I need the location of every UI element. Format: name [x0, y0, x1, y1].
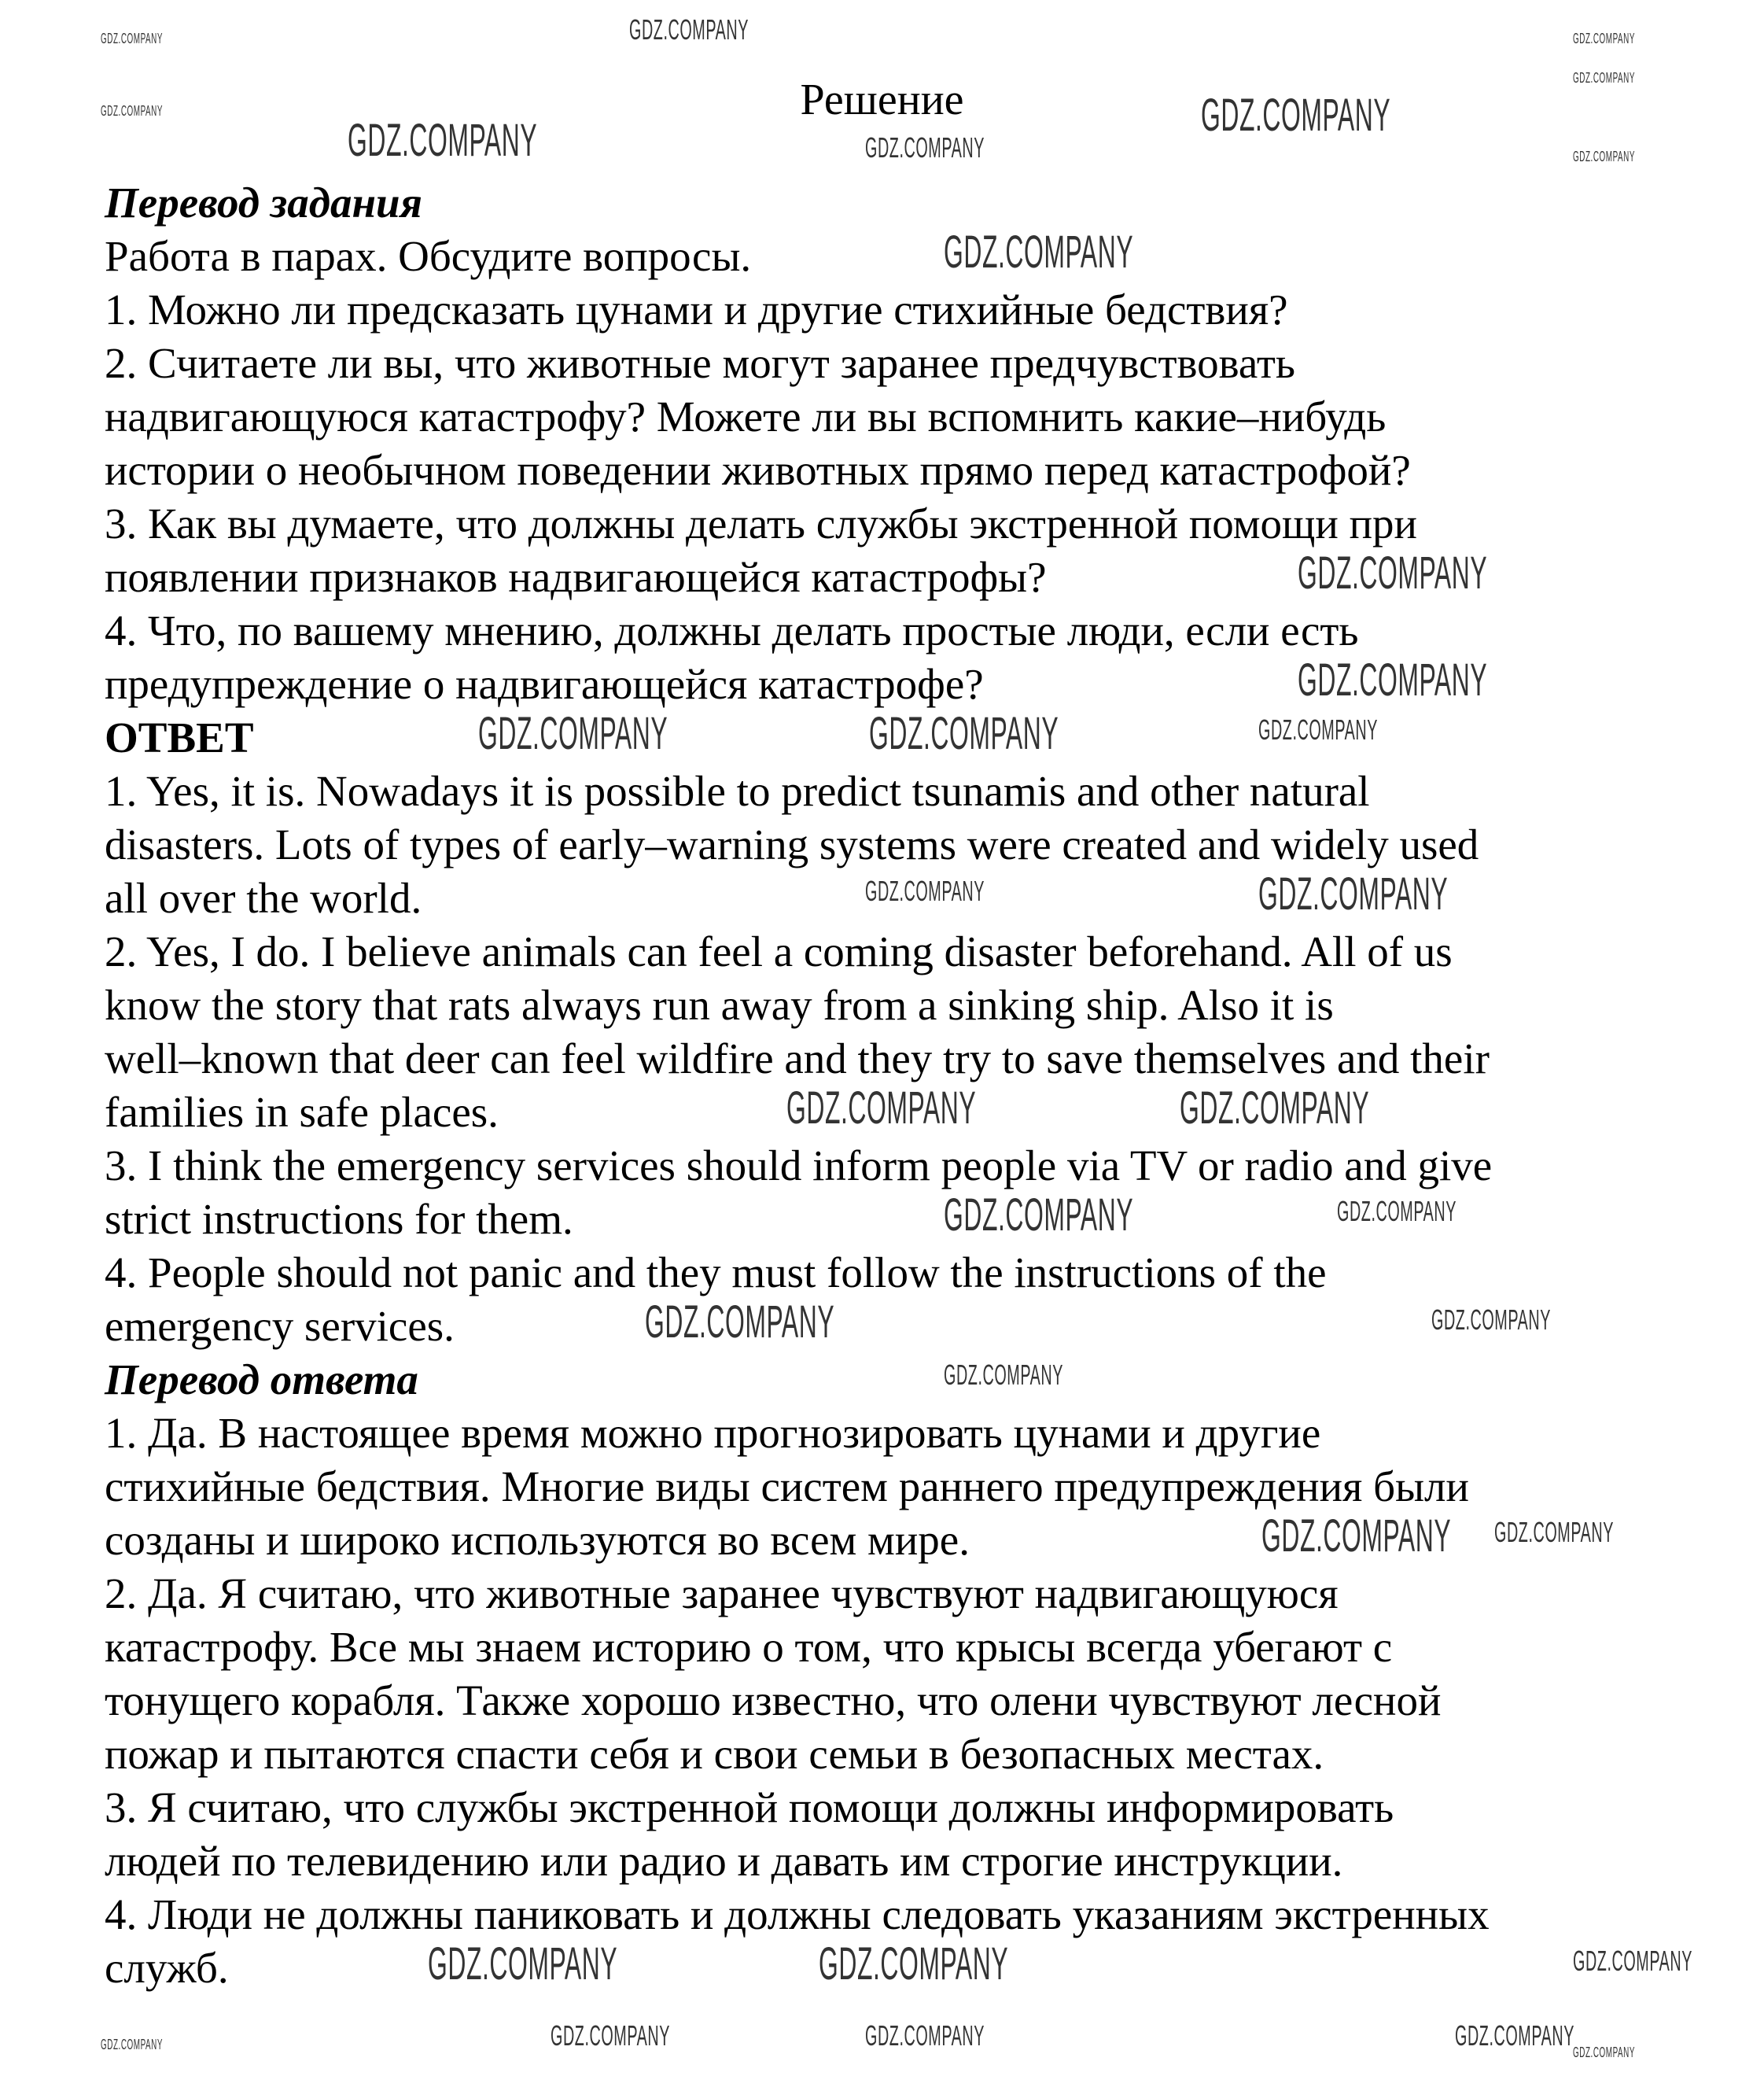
- watermark: GDZ.COMPANY: [348, 115, 538, 166]
- translation-line: 4. Люди не должны паниковать и должны следовать указаниям экстренных: [105, 1890, 1490, 1938]
- task-line: истории о необычном поведении животных прямо перед катастрофой?: [105, 446, 1411, 494]
- watermark: GDZ.COMPANY: [101, 31, 164, 46]
- watermark: GDZ.COMPANY: [629, 13, 749, 46]
- task-heading: Перевод задания: [105, 179, 422, 227]
- answer-line: well–known that deer can feel wildfire and they try to save themselves and their: [105, 1034, 1490, 1082]
- watermark: GDZ.COMPANY: [428, 1938, 618, 1989]
- answer-line: 3. I think the emergency services should inform people via TV or radio and give: [105, 1141, 1493, 1189]
- answer-line: know the story that rats always run away from a sinking ship. Also it is: [105, 981, 1334, 1029]
- watermark: GDZ.COMPANY: [1573, 31, 1636, 46]
- translation-line: пожар и пытаются спасти себя и свои семьи в безопасных местах.: [105, 1730, 1324, 1778]
- translation-line: созданы и широко используются во всем мире.: [105, 1516, 970, 1564]
- translation-line: 3. Я считаю, что службы экстренной помощи должны информировать: [105, 1783, 1394, 1831]
- answer-line: 1. Yes, it is. Nowadays it is possible to predict tsunamis and other natural: [105, 767, 1370, 815]
- watermark: GDZ.COMPANY: [1573, 1945, 1692, 1977]
- watermark: GDZ.COMPANY: [944, 1359, 1063, 1391]
- task-line: 1. Можно ли предсказать цунами и другие стихийные бедствия?: [105, 286, 1288, 334]
- task-text: [105, 227, 1740, 711]
- watermark: GDZ.COMPANY: [944, 227, 1134, 278]
- watermark: GDZ.COMPANY: [1201, 90, 1391, 141]
- watermark: GDZ.COMPANY: [944, 1189, 1134, 1241]
- answer-heading: ОТВЕТ: [105, 714, 254, 761]
- task-line: предупреждение о надвигающейся катастрофе?: [105, 660, 984, 708]
- watermark: GDZ.COMPANY: [1431, 1303, 1551, 1336]
- watermark: GDZ.COMPANY: [101, 2037, 164, 2052]
- answer-text: [105, 765, 1740, 1353]
- translation-text: [105, 1407, 1740, 1995]
- answer-line: all over the world.: [105, 874, 422, 922]
- watermark: GDZ.COMPANY: [1261, 1510, 1452, 1562]
- translation-line: служб.: [105, 1944, 229, 1992]
- watermark: GDZ.COMPANY: [865, 875, 985, 907]
- watermark: GDZ.COMPANY: [1298, 655, 1488, 706]
- answer-line: 4. People should not panic and they must follow the instructions of the: [105, 1248, 1327, 1296]
- watermark: GDZ.COMPANY: [1573, 2045, 1636, 2060]
- watermark: GDZ.COMPANY: [786, 1082, 977, 1134]
- translation-line: тонущего корабля. Также хорошо известно, что олени чувствуют лесной: [105, 1676, 1442, 1724]
- answer-line: strict instructions for them.: [105, 1195, 573, 1243]
- watermark: GDZ.COMPANY: [1573, 149, 1636, 164]
- watermark: GDZ.COMPANY: [1573, 70, 1636, 86]
- answer-line: disasters. Lots of types of early–warning systems were created and widely used: [105, 820, 1479, 868]
- translation-line: людей по телевидению или радио и давать им строгие инструкции.: [105, 1837, 1343, 1885]
- translation-line: 2. Да. Я считаю, что животные заранее чувствуют надвигающуюся: [105, 1569, 1339, 1617]
- answer-line: 2. Yes, I do. I believe animals can feel a coming disaster beforehand. All of us: [105, 927, 1453, 975]
- translation-line: 1. Да. В настоящее время можно прогнозировать цунами и другие: [105, 1409, 1321, 1457]
- watermark: GDZ.COMPANY: [1258, 868, 1449, 920]
- watermark: GDZ.COMPANY: [1337, 1195, 1456, 1227]
- watermark: GDZ.COMPANY: [1180, 1082, 1370, 1134]
- translation-heading: Перевод ответа: [105, 1355, 418, 1403]
- task-line: появлении признаков надвигающейся катастрофы?: [105, 553, 1047, 601]
- watermark: GDZ.COMPANY: [645, 1296, 835, 1348]
- watermark: GDZ.COMPANY: [869, 708, 1059, 759]
- task-line: Работа в парах. Обсудите вопросы.: [105, 232, 752, 280]
- watermark: GDZ.COMPANY: [865, 131, 985, 164]
- watermark: GDZ.COMPANY: [1298, 548, 1488, 599]
- page-title: Решение: [800, 76, 964, 124]
- watermark: GDZ.COMPANY: [101, 103, 164, 119]
- watermark: GDZ.COMPANY: [1455, 2019, 1574, 2052]
- answer-line: families in safe places.: [105, 1088, 499, 1136]
- translation-line: катастрофу. Все мы знаем историю о том, что крысы всегда убегают с: [105, 1623, 1393, 1671]
- watermark: GDZ.COMPANY: [551, 2019, 670, 2052]
- watermark: GDZ.COMPANY: [478, 708, 668, 759]
- task-line: 2. Считаете ли вы, что животные могут заранее предчувствовать: [105, 339, 1295, 387]
- translation-line: стихийные бедствия. Многие виды систем раннего предупреждения были: [105, 1462, 1469, 1510]
- watermark: GDZ.COMPANY: [1494, 1516, 1614, 1548]
- answer-line: emergency services.: [105, 1302, 455, 1350]
- watermark: GDZ.COMPANY: [1258, 714, 1378, 746]
- watermark: GDZ.COMPANY: [865, 2019, 985, 2052]
- watermark: GDZ.COMPANY: [819, 1938, 1009, 1989]
- task-line: надвигающуюся катастрофу? Можете ли вы вспомнить какие–нибудь: [105, 393, 1387, 441]
- task-line: 3. Как вы думаете, что должны делать службы экстренной помощи при: [105, 500, 1417, 548]
- task-line: 4. Что, по вашему мнению, должны делать простые люди, если есть: [105, 607, 1359, 655]
